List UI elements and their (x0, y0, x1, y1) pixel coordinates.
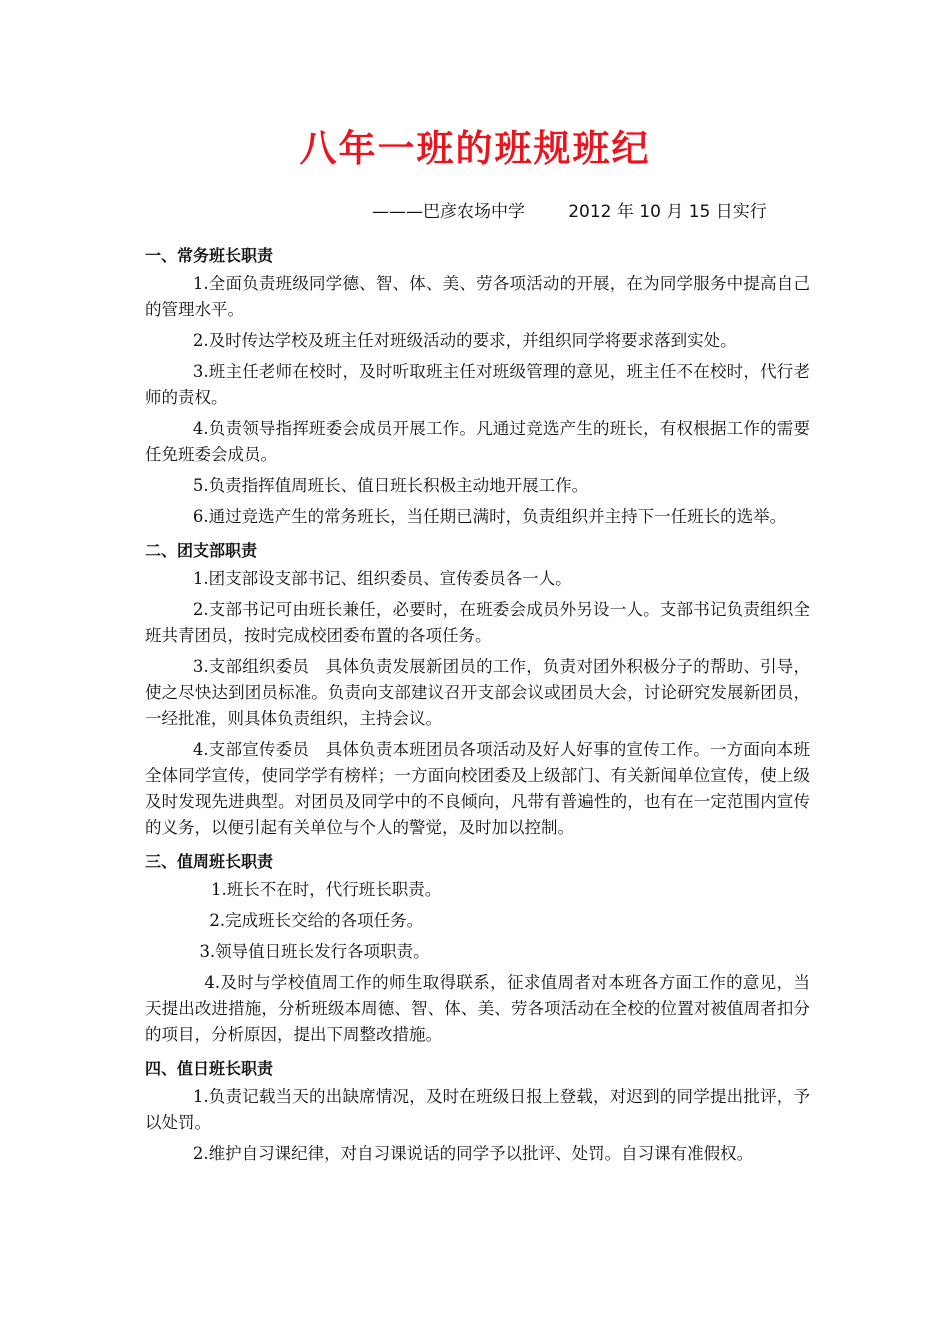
section-paragraph: 1.负责记载当天的出缺席情况，及时在班级日报上登载，对迟到的同学提出批评，予以处罚。 (145, 1087, 810, 1132)
section-paragraph: 4.支部宣传委员 具体负责本班团员各项活动及好人好事的宣传工作。一方面向本班全体同学宣传，使同学学有榜样；一方面向校团委及上级部门、有关新闻单位宣传，使上级及时发现先进典型。对团员及同学中的不良倾向，凡带有普遍性的，也有在一定范围内宣传的义务，以便引起有关单位与个人的警觉，及时加以控制。 (145, 740, 810, 837)
section-paragraph: 1.班长不在时，代行班长职责。 (211, 880, 442, 899)
section-heading: 四、值日班长职责 (145, 1059, 274, 1078)
section-paragraph: 1.全面负责班级同学德、智、体、美、劳各项活动的开展，在为同学服务中提高自己的管理水平。 (145, 274, 810, 319)
section-heading: 一、常务班长职责 (145, 246, 274, 265)
document-subtitle: ———巴彦农场中学 2012 年 10 月 15 日实行 (372, 202, 767, 222)
section-paragraph: 2.完成班长交给的各项任务。 (209, 911, 424, 930)
section-paragraph: 6.通过竞选产生的常务班长，当任期已满时，负责组织并主持下一任班长的选举。 (192, 507, 787, 526)
section-heading: 三、值周班长职责 (145, 852, 274, 871)
section-paragraph: 4.负责领导指挥班委会成员开展工作。凡通过竞选产生的班长，有权根据工作的需要任免班委会成员。 (145, 419, 810, 464)
section-paragraph: 2.支部书记可由班长兼任，必要时，在班委会成员外另设一人。支部书记负责组织全班共青团员，按时完成校团委布置的各项任务。 (145, 600, 810, 645)
section-paragraph: 4.及时与学校值周工作的师生取得联系，征求值周者对本班各方面工作的意见，当天提出改进措施，分析班级本周德、智、体、美、劳各项活动在全校的位置对被值周者扣分的项目，分析原因，提出下周整改措施。 (145, 973, 810, 1044)
section-paragraph: 1.团支部设支部书记、组织委员、宣传委员各一人。 (192, 569, 572, 588)
section-paragraph: 3.领导值日班长发行各项职责。 (199, 942, 430, 961)
section-paragraph: 2.维护自习课纪律，对自习课说话的同学予以批评、处罚。自习课有准假权。 (192, 1144, 754, 1163)
section-paragraph: 3.支部组织委员 具体负责发展新团员的工作，负责对团外积极分子的帮助、引导，使之尽快达到团员标准。负责向支部建议召开支部会议或团员大会，讨论研究发展新团员，一经批准，则具体负责组织，主持会议。 (145, 657, 810, 728)
section-heading: 二、团支部职责 (145, 541, 258, 560)
section-paragraph: 5.负责指挥值周班长、值日班长积极主动地开展工作。 (192, 476, 589, 495)
section-paragraph: 2.及时传达学校及班主任对班级活动的要求，并组织同学将要求落到实处。 (192, 331, 737, 350)
document-title: 八年一班的班规班纪 (299, 127, 651, 170)
document-body (145, 240, 810, 1172)
section-paragraph: 3.班主任老师在校时，及时听取班主任对班级管理的意见，班主任不在校时，代行老师的责权。 (145, 362, 810, 407)
